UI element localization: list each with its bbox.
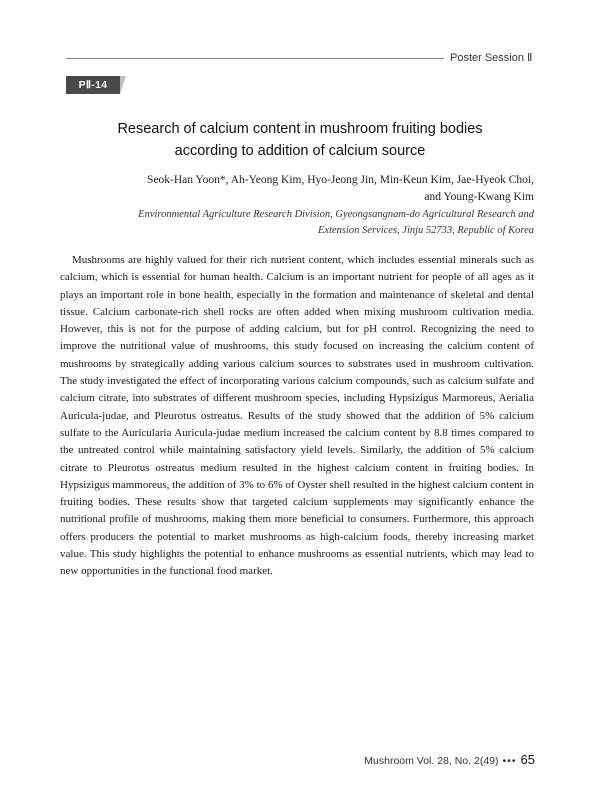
- page-footer: [330, 751, 535, 769]
- footer-separator: •••: [502, 755, 517, 767]
- journal-citation: Mushroom Vol. 28, No. 2(49): [364, 755, 499, 767]
- session-label: Poster Session Ⅱ: [450, 52, 533, 64]
- title-line-2: according to addition of calcium source: [174, 143, 426, 159]
- title-line-1: Research of calcium content in mushroom fruiting bodies: [117, 121, 483, 137]
- affiliation: [66, 207, 534, 238]
- paper-title: [66, 118, 534, 162]
- affiliation-line-1: Environmental Agriculture Research Division, Gyeongsangnam-do Agricultural Research and: [138, 209, 534, 220]
- page-number: 65: [520, 752, 535, 767]
- authors-line-1: Seok-Han Yoon*, Ah-Yeong Kim, Hyo-Jeong Jin, Min-Keun Kim, Jae-Hyeok Choi,: [147, 174, 534, 186]
- affiliation-line-2: Extension Services, Jinju 52733, Republic of Korea: [318, 224, 534, 236]
- badge-shadow: [120, 76, 126, 94]
- authors: [66, 172, 534, 205]
- poster-code-badge: PⅡ-14: [66, 76, 120, 94]
- authors-line-2: and Young-Kwang Kim: [424, 190, 534, 203]
- abstract-body: Mushrooms are highly valued for their rich nutrient content, which includes essential minerals such as calcium, which is essential for human health. Calcium is an important nutrient for people of all ages as it plays an important role in bone health, especially in the formation and maintenance of skeletal and dental tissue. Calcium carbonate-rich shell rocks are often added when mixing mushroom cultivation media. However, this is not for the purpose of adding calcium, but for pH control. Recognizing the need to improve the nutritional value of mushrooms, this study focused on increasing the calcium content of mushrooms by strategically adding various calcium sources to substrates used in mushroom cultivation. The study investigated the effect of incorporating various calcium compounds, such as calcium sulfate and calcium citrate, into substrates of different mushroom species, including Hypsizigus Marmoreus, Aerialia Auricula-judae, and Pleurotus ostreatus. Results of the study showed that the addition of 5% calcium sulfate to the Auricularia Auricula-judae medium increased the calcium content by 8.8 times compared to the untreated control while maintaining satisfactory yield levels. Similarly, the addition of 5% calcium citrate to Pleurotus ostreatus medium resulted in the highest calcium content in fruiting bodies. In Hypsizigus mammoreus, the addition of 3% to 6% of Oyster shell resulted in the highest calcium content in fruiting bodies. These results show that targeted calcium supplements may significantly enhance the nutritional profile of mushrooms, making them more beneficial to consumers. Furthermore, this approach offers producers the potential to market mushrooms as high-calcium foods, thereby increasing market value. This study highlights the potential to enhance mushrooms as essential nutrients, which may lead to new opportunities in the functional food market.: [60, 254, 534, 578]
- header-rule: [66, 58, 444, 59]
